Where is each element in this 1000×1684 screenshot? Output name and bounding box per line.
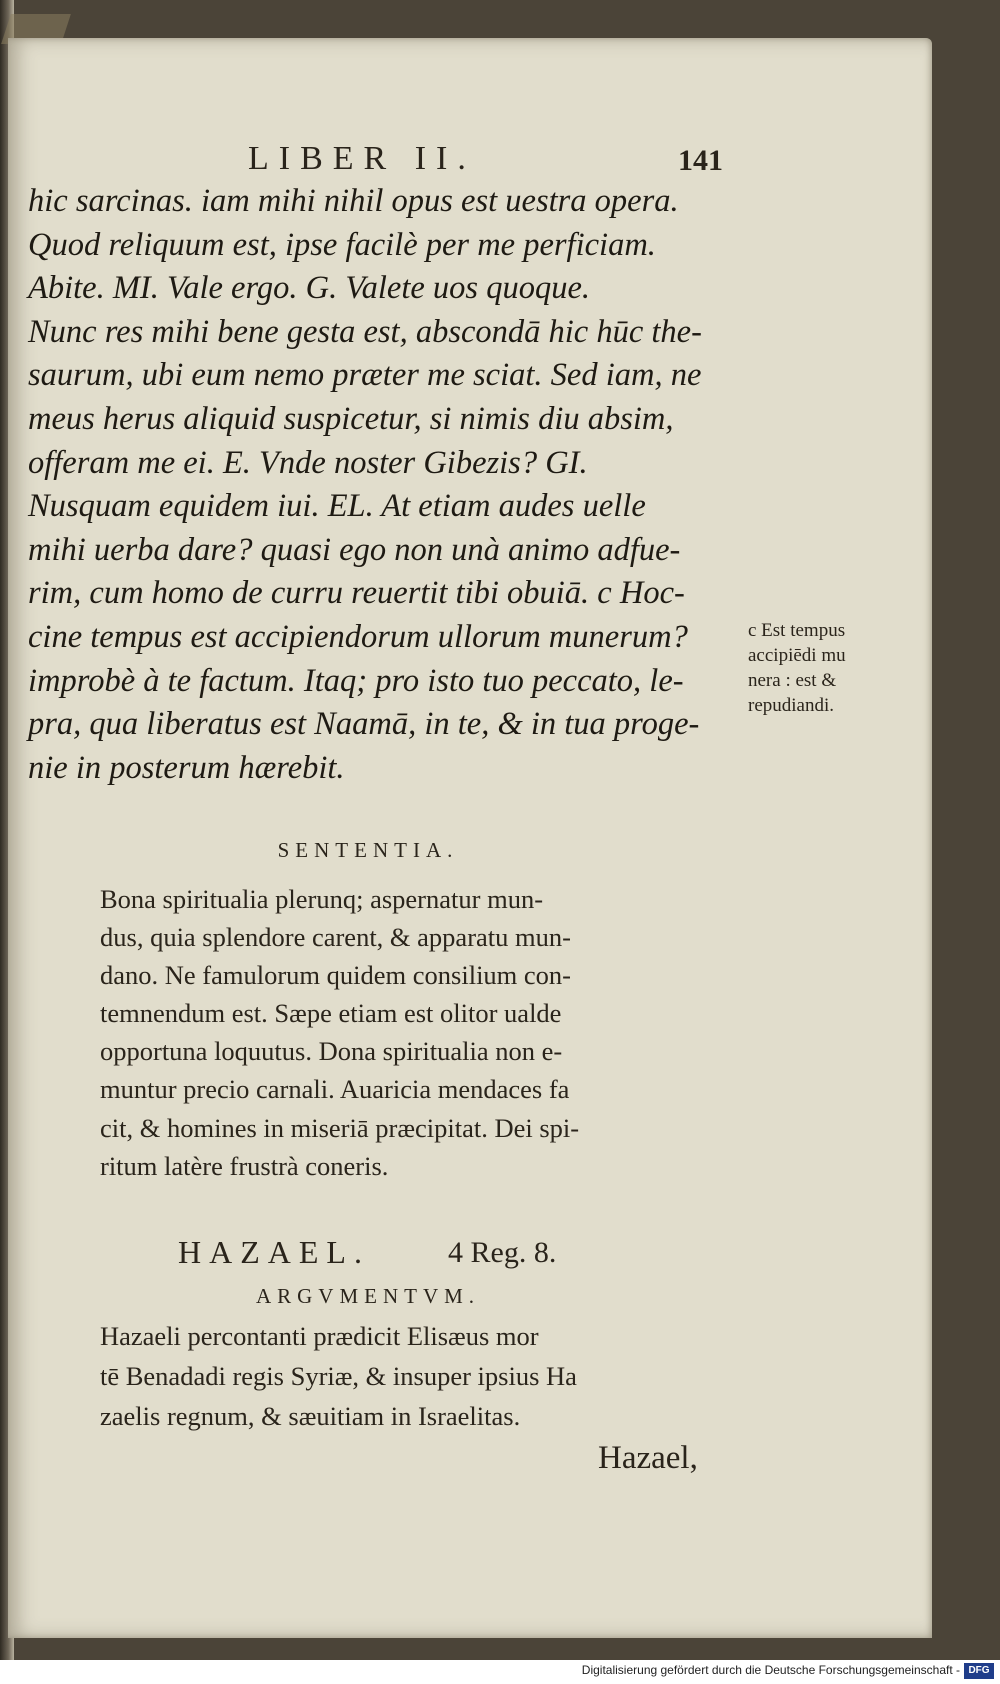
- text-line: cine tempus est accipiendorum ullorum munerum?: [28, 618, 688, 655]
- argumentum-heading: ARGVMENTVM.: [255, 1284, 481, 1308]
- text-line: mihi uerba dare? quasi ego non unà animo adfue-: [28, 531, 681, 568]
- text-line: dus, quia splendore carent, & apparatu mun-: [100, 922, 571, 953]
- text-line: temnendum est. Sæpe etiam est olitor ualde: [100, 998, 562, 1029]
- argumentum-text-block: [100, 1316, 720, 1436]
- text-line: saurum, ubi eum nemo præter me sciat. Sed iam, ne: [28, 357, 702, 394]
- folio-number: 141: [678, 144, 723, 177]
- margin-note: [748, 618, 918, 718]
- text-line: Nusquam equidem iui. EL. At etiam audes uelle: [28, 488, 646, 525]
- text-line: Nunc res mihi bene gesta est, abscondā hic hūc the-: [28, 313, 702, 350]
- text-line: zaelis regnum, & sæuitiam in Israelitas.: [100, 1401, 521, 1431]
- digitization-footer: [0, 1660, 1000, 1684]
- text-line: pra, qua liberatus est Naamā, in te, & in tua proge-: [28, 706, 700, 743]
- text-line: dano. Ne famulorum quidem consilium con-: [100, 960, 572, 991]
- dfg-logo-icon: DFG: [964, 1663, 994, 1679]
- text-line: Quod reliquum est, ipse facilè per me perficiam.: [28, 226, 656, 263]
- text-line: cit, & homines in miseriā præcipitat. Dei spi-: [100, 1112, 580, 1143]
- sententia-text-block: [100, 880, 720, 1185]
- margin-note-line: accipiēdi mu: [748, 645, 846, 666]
- text-line: meus herus aliquid suspicetur, si nimis diu absim,: [28, 400, 674, 437]
- text-line: Bona spiritualia plerunq; aspernatur mun-: [100, 884, 544, 914]
- margin-note-line: c Est tempus: [748, 620, 846, 641]
- footer-credit: Digitalisierung gefördert durch die Deutsche Forschungsgemeinschaft -: [581, 1663, 960, 1677]
- text-line: offeram me ei. E. Vnde noster Gibezis? GI.: [28, 444, 588, 481]
- section-title: HAZAEL.: [178, 1234, 370, 1270]
- margin-note-line: nera : est &: [748, 670, 837, 691]
- text-line: nie in posterum hærebit.: [28, 749, 345, 786]
- page-header: [8, 108, 932, 177]
- catchword: Hazael,: [598, 1440, 698, 1476]
- main-text-block: [28, 180, 738, 790]
- text-line: muntur precio carnali. Auaricia mendaces fa: [100, 1074, 570, 1105]
- sententia-heading: SENTENTIA.: [277, 838, 459, 862]
- text-line: rim, cum homo de curru reuertit tibi obuiā. c Hoc-: [28, 575, 685, 612]
- text-line: tē Benadadi regis Syriæ, & insuper ipsius Ha: [100, 1361, 577, 1391]
- section-reference: 4 Reg. 8.: [448, 1236, 557, 1269]
- text-line: improbè à te factum. Itaq; pro isto tuo peccato, le-: [28, 662, 684, 699]
- text-line: Hazaeli percontanti prædicit Elisæus mor: [100, 1321, 539, 1351]
- text-line: opportuna loquutus. Dona spiritualia non e-: [100, 1036, 563, 1067]
- text-line: hic sarcinas. iam mihi nihil opus est uestra opera.: [28, 183, 679, 219]
- text-line: ritum latère frustrà coneris.: [100, 1150, 389, 1181]
- running-head: LIBER II.: [248, 140, 476, 177]
- margin-note-line: repudiandi.: [748, 695, 835, 716]
- text-line: Abite. MI. Vale ergo. G. Valete uos quoque.: [28, 270, 591, 307]
- book-page: [8, 38, 932, 1638]
